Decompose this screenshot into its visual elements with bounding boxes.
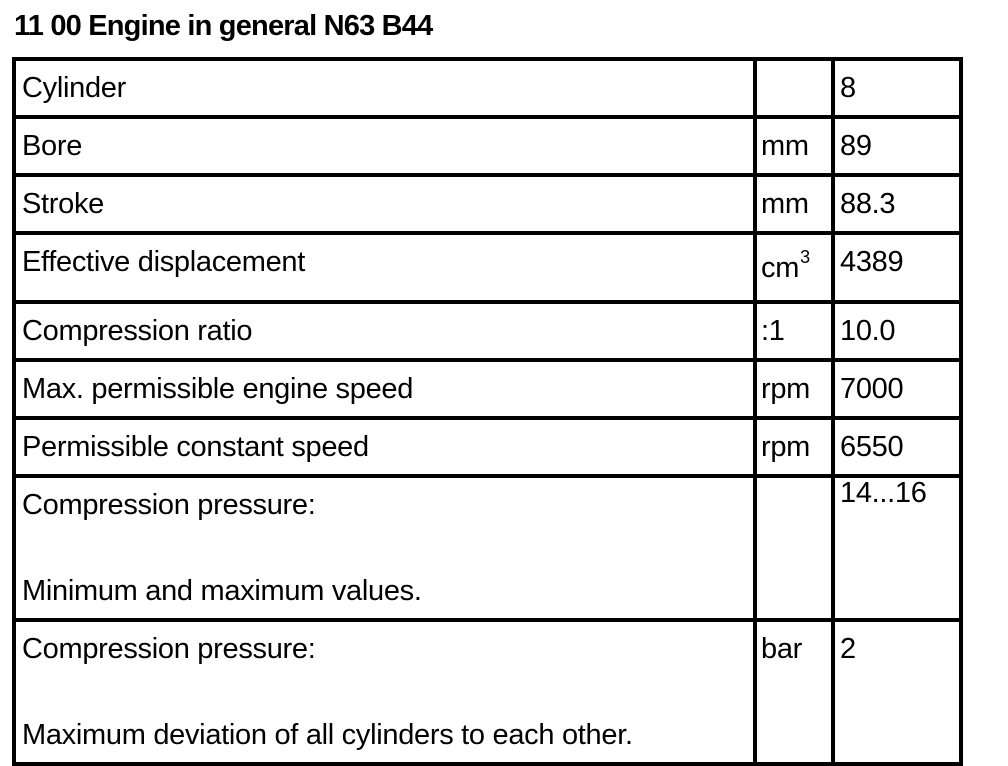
spec-unit: :1 (755, 302, 833, 360)
spec-label: Compression ratio (14, 302, 755, 360)
spec-value: 6550 (833, 418, 961, 476)
spec-unit: mm (755, 117, 833, 175)
unit-exponent: 3 (800, 247, 810, 267)
spec-label: Effective displacement (14, 233, 755, 302)
table-row (14, 175, 961, 233)
spec-label-line2: Maximum deviation of all cylinders to each other. (22, 719, 633, 751)
spec-value: 89 (833, 117, 961, 175)
spec-label: Permissible constant speed (14, 418, 755, 476)
spec-value: 4389 (833, 233, 961, 302)
spec-label: Cylinder (14, 59, 755, 117)
table-row (14, 418, 961, 476)
spec-value: 88.3 (833, 175, 961, 233)
spec-label: Stroke (14, 175, 755, 233)
table-row (14, 117, 961, 175)
spec-unit (755, 233, 833, 302)
spec-label: Max. permissible engine speed (14, 360, 755, 418)
spec-unit (755, 476, 833, 620)
spec-value: 10.0 (833, 302, 961, 360)
spec-value: 14...16 (833, 476, 961, 620)
table-row (14, 302, 961, 360)
spec-label-line2: Minimum and maximum values. (22, 575, 422, 607)
spec-label (14, 620, 755, 764)
spec-value: 7000 (833, 360, 961, 418)
spec-value: 8 (833, 59, 961, 117)
spec-unit (755, 59, 833, 117)
spec-label-line1: Compression pressure: (22, 489, 316, 521)
table-row (14, 620, 961, 764)
spec-unit: rpm (755, 360, 833, 418)
spec-value: 2 (833, 620, 961, 764)
spec-label: Bore (14, 117, 755, 175)
unit-base: cm (761, 252, 800, 284)
table-row (14, 360, 961, 418)
table-row (14, 59, 961, 117)
spec-unit: rpm (755, 418, 833, 476)
engine-spec-table (12, 57, 963, 766)
table-row (14, 476, 961, 620)
spec-unit: bar (755, 620, 833, 764)
spec-label (14, 476, 755, 620)
spec-label-line1: Compression pressure: (22, 633, 316, 665)
table-row (14, 233, 961, 302)
spec-unit: mm (755, 175, 833, 233)
page-title: 11 00 Engine in general N63 B44 (14, 10, 433, 42)
